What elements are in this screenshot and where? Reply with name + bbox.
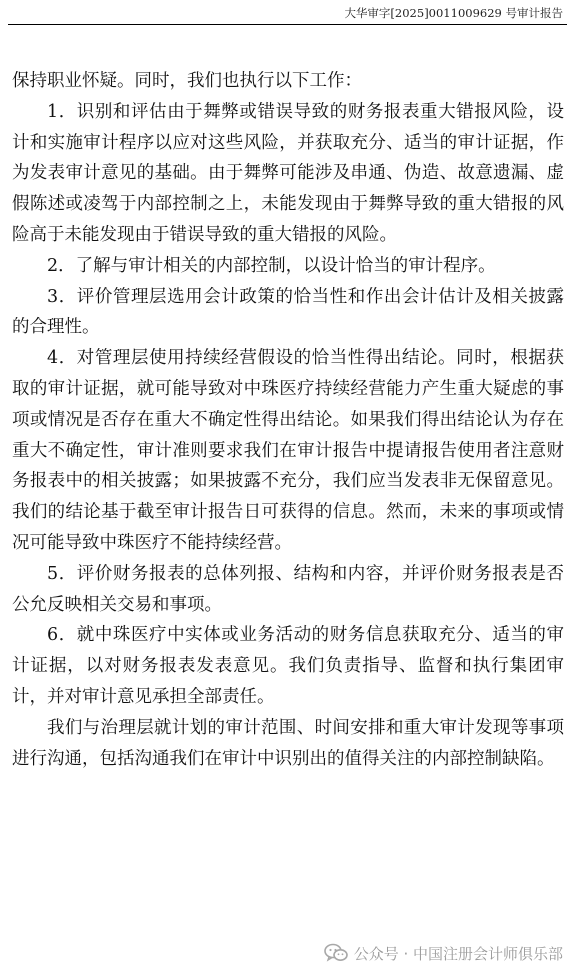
- report-body: [12, 66, 564, 774]
- paragraph-item-4: 4．对管理层使用持续经营假设的恰当性得出结论。同时，根据获取的审计证据，就可能导致对中珠医疗持续经营能力产生重大疑虑的事项或情况是否存在重大不确定性得出结论。如果我们得出结论认为存在重大不确定性，审计准则要求我们在审计报告中提请报告使用者注意财务报表中的相关披露；如果披露不充分，我们应当发表非无保留意见。我们的结论基于截至审计报告日可获得的信息。然而，未来的事项或情况可能导致中珠医疗不能持续经营。: [12, 348, 564, 553]
- paragraph-item-6: 6．就中珠医疗中实体或业务活动的财务信息获取充分、适当的审计证据，以对财务报表发表意见。我们负责指导、监督和执行集团审计，并对审计意见承担全部责任。: [12, 625, 564, 707]
- paragraph-governance-communication: 我们与治理层就计划的审计范围、时间安排和重大审计发现等事项进行沟通，包括沟通我们在审计中识别出的值得关注的内部控制缺陷。: [12, 717, 564, 769]
- wechat-watermark: [324, 940, 563, 966]
- report-number-header: 大华审字[2025]0011009629 号审计报告: [344, 6, 563, 20]
- wechat-icon: [324, 943, 348, 963]
- header-divider: [8, 24, 567, 25]
- paragraph-item-3: 3．评价管理层选用会计政策的恰当性和作出会计估计及相关披露的合理性。: [12, 286, 564, 338]
- watermark-text: 公众号 · 中国注册会计师俱乐部: [353, 944, 563, 963]
- paragraph-item-5: 5．评价财务报表的总体列报、结构和内容，并评价财务报表是否公允反映相关交易和事项。: [12, 563, 564, 615]
- paragraph-item-2: 2．了解与审计相关的内部控制，以设计恰当的审计程序。: [47, 255, 496, 276]
- paragraph-item-1: 1．识别和评估由于舞弊或错误导致的财务报表重大错报风险，设计和实施审计程序以应对这些风险，并获取充分、适当的审计证据，作为发表审计意见的基础。由于舞弊可能涉及串通、伪造、故意遗漏、虚假陈述或凌驾于内部控制之上，未能发现由于舞弊导致的重大错报的风险高于未能发现由于错误导致的重大错报的风险。: [12, 101, 564, 245]
- paragraph-continuation: 保持职业怀疑。同时，我们也执行以下工作：: [12, 71, 362, 91]
